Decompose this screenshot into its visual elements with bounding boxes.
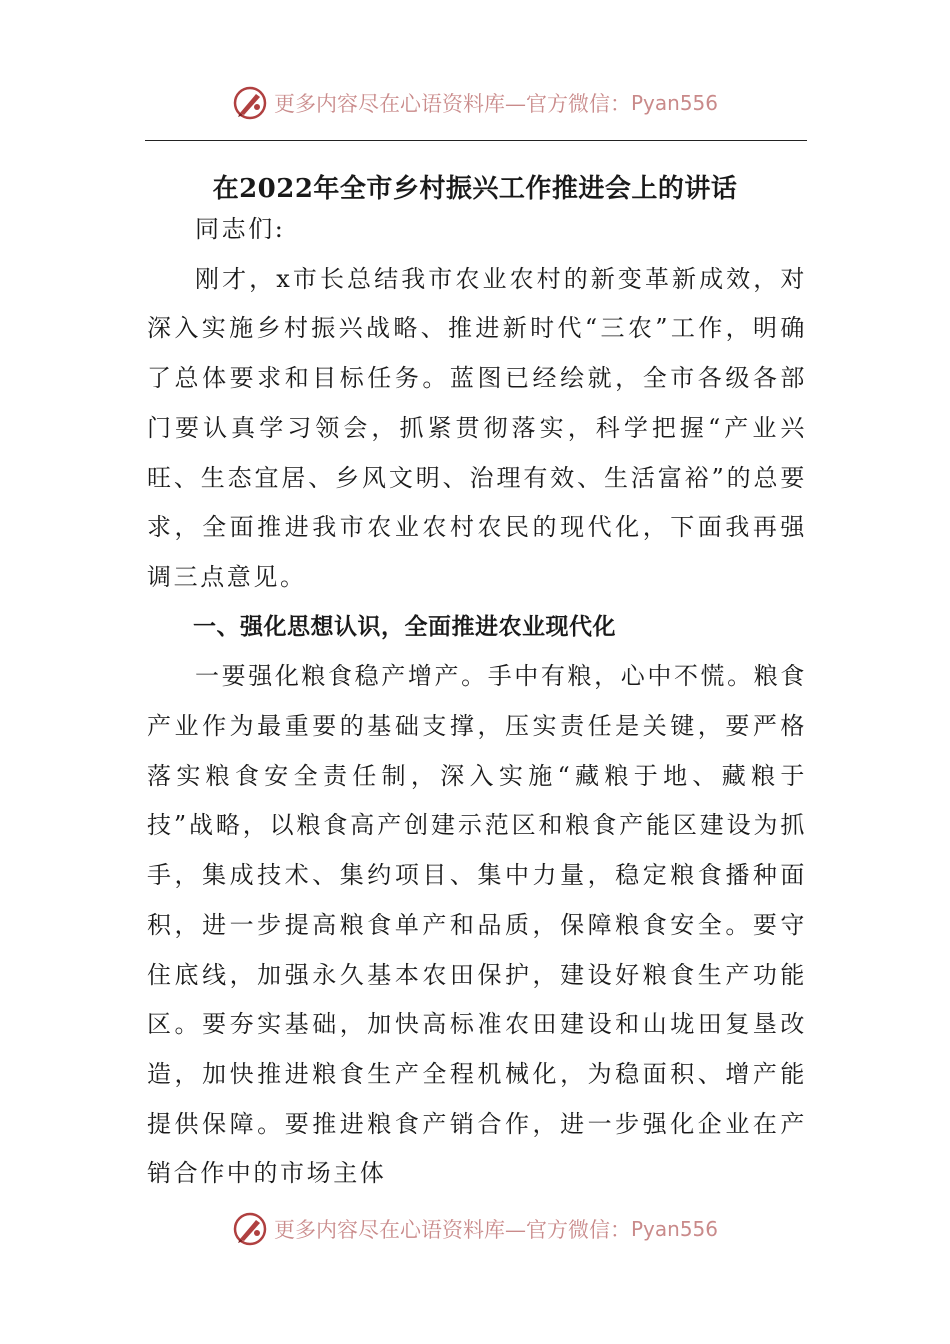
header-divider xyxy=(145,140,807,141)
salutation: 同志们: xyxy=(195,215,286,243)
footer-banner xyxy=(0,1204,950,1254)
intro-paragraph: 刚才，x市长总结我市农业农村的新变革新成效，对深入实施乡村振兴战略、推进新时代“三农”工作，明确了总体要求和目标任务。蓝图已经绘就，全市各级各部门要认真学习领会，抓紧贯彻落实，科学把握“产业兴旺、生态宜居、乡风文明、治理有效、生活富裕”的总要求，全面推进我市农业农村农民的现代化，下面我再强调三点意见。 xyxy=(147,264,807,591)
wechat-id: Pyan556 xyxy=(630,91,718,115)
section-paragraph: 一要强化粮食稳产增产。手中有粮，心中不慌。粮食产业作为最重要的基础支撑，压实责任是关键，要严格落实粮食安全责任制，深入实施“藏粮于地、藏粮于技”战略，以粮食高产创建示范区和粮食产能区建设为抓手，集成技术、集约项目、集中力量，稳定粮食播种面积，进一步提高粮食单产和品质，保障粮食安全。要守住底线，加强永久基本农田保护，建设好粮食生产功能区。要夯实基础，加快高标准农田建设和山垅田复垦改造，加快推进粮食生产全程机械化，为稳面积、增产能提供保障。要推进粮食产销合作，进一步强化企业在产销合作中的市场主体 xyxy=(147,662,807,1188)
pen-circle-logo-icon xyxy=(232,1211,268,1247)
section-heading: 一、强化思想认识，全面推进农业现代化 xyxy=(193,613,616,640)
document-title: 在2022年全市乡村振兴工作推进会上的讲话 xyxy=(212,174,738,204)
banner-text: 更多内容尽在心语资料库—官方微信： xyxy=(273,1218,631,1242)
header-banner xyxy=(0,78,950,128)
document-body xyxy=(147,205,807,1199)
pen-circle-logo-icon xyxy=(232,85,268,121)
banner-text: 更多内容尽在心语资料库—官方微信： xyxy=(273,92,631,116)
wechat-id: Pyan556 xyxy=(630,1217,718,1241)
